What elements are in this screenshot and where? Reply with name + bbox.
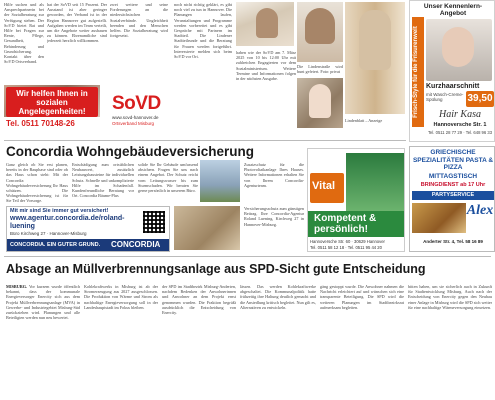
- hair-ad-side-text: Frisch-Style für die Frisurenwelt: [413, 26, 419, 118]
- concordia-headline: Concordia Wohngebäudeversicherung: [6, 144, 255, 159]
- concordia-photo-2: [174, 206, 240, 250]
- sovd-website[interactable]: www.sovd-hannover.de: [112, 115, 159, 120]
- sovd-ad[interactable]: [4, 85, 172, 130]
- vital-logo: Vital: [312, 180, 336, 192]
- divider-bottom: [4, 256, 491, 257]
- bottom-col1-body: Vor kurzem wurde öffentlich bekannt, dass der kommunale Energieversorger Enercity sich aus dem Projekt Müllverbrennungsanlage (MVA) in Gewerbe- und Industriegebiet Misburg-Süd zurückziehen wird. Planungen und alle Beteiligten werden nun neu bewertet.: [6, 284, 80, 321]
- hair-ad-offer: Unser Kennenlern-Angebot: [423, 3, 483, 17]
- concordia-agency-ad[interactable]: [6, 206, 170, 252]
- greek-restaurant-ad[interactable]: [409, 146, 495, 252]
- linden-photo-right-figure: [305, 8, 335, 44]
- linden-photo-right: [297, 2, 343, 62]
- concordia-slogan: CONCORDIA. EIN GUTER GRUND.: [10, 242, 101, 248]
- hair-ad-photo-face: [442, 27, 474, 67]
- wood-photo: [345, 2, 405, 114]
- sovd-logo: SoVD: [112, 93, 161, 114]
- greek-ad-party: PARTYSERVICE: [431, 192, 475, 198]
- hair-ad-address: Hannoversche Str. 1: [433, 122, 487, 128]
- sovd-org: Ortsverband Misburg: [112, 121, 155, 126]
- top-col5-text: haben wie der SoVD am 7. März 2025 von 10 bis 12:00 Uhr mit zahlreichen Engagierten vor dem Sozialministerium. Weitere Termine und Informationen folgen in der nächsten Ausgabe.: [236, 50, 296, 82]
- top-caption-2: Lindenblatt – Anzeige: [345, 118, 383, 123]
- vital-phone[interactable]: Tel. 0511 58 12 18 · Tel. 0511 95 44 20: [310, 245, 382, 250]
- top-col4-text: noch nicht richtig geklärt, es gibt noch viel zu tun in Hannover. Die Planungen laufen, Veranstaltungen und Programme werden vorbereitet und es gibt Gespräche mit Partnern im Stadtteil. Die Lindener Stadtteilrunde und die Beratung für Frauen werden fortgeführt. Interessierte melden sich beim SoVD vor Ort.: [174, 2, 232, 60]
- top-col2-text: hat der SoVD seit 15 Prozent. Der Ausstand ist aber geringer geworden, der Verband ist in der Region Hannover gut aufgestellt. Aufgaben werden im Team verteilt, um die Angebote weiter ausbauen zu können. Ehrenamtliche sind jederzeit herzlich willkommen.: [47, 2, 107, 44]
- hair-ad-photo: [426, 19, 492, 81]
- bottom-col2: Kohlekraftwerks in Misburg ist ab der Stromerzeugung aus 2027 ausgeschlossen. Die Produktion von Wärme und Strom als nachhaltige Energieversorgung soll in der Landeshauptstadt im Fokus bleiben.: [84, 284, 158, 310]
- hair-ad-phone[interactable]: Tel. 0511 28 77 29 · Tel. 648 96 33: [427, 130, 493, 135]
- greek-ad-brunch: BRINGDIENST ab 17 Uhr: [420, 182, 486, 188]
- top-caption-1: Die Lindenstraße wird bunt gefeiert. Foto: privat: [297, 64, 343, 75]
- vital-ad[interactable]: [307, 148, 405, 252]
- concordia-qr-icon[interactable]: [143, 211, 165, 233]
- top-col3-text: zwei weitere und seine Forderungen an die niedersächsischen Sozialverbände. Ungleichheit beenden und den Menschen helfen. Die Sozialberatung wird fortgesetzt.: [110, 2, 168, 39]
- concordia-agency-slogan: Mit mir sind Sie immer gut versichert!: [10, 208, 109, 214]
- concordia-house-photo: [200, 160, 240, 202]
- vital-photo: [346, 153, 404, 211]
- hair-ad-brand: Hair Kasa: [439, 109, 481, 120]
- concordia-agency-addr: Büro Kirchweg 27 · Hannover-Misburg: [10, 231, 87, 236]
- concordia-col2: Entschädigung zum ortsüblichen Neubauwert, zusätzlich Leistungsbausteine für individuellen Schutz. Schnelle und unkomplizierte Hilfe im Schadenfall. Kundenfreundliche Beratung vor Ort. Concordia Bäume-Plus: [72, 162, 134, 199]
- bottom-col4: lässen. Das werden Kohlekraftwerke abgeschaltet. Die Kommunalpolitik hatte frühzeitig ihre Haltung deutlich gemacht und die Ansiedlung kritisch begleitet. Nun gilt es, Alternativen zu entwickeln.: [240, 284, 316, 310]
- vital-slogan-1: Kompetent &: [314, 213, 377, 224]
- concordia-col1: Ganz gleich ob Sie erst planen, bereits in der Bauphase sind oder ob das Haus schon steht: Mit der Concordia Wohngebäudeversicherung Ihr Haus schützen. Die Wohngebäudeversicherung ist für Sie Teil der Vorsorge.: [6, 162, 68, 204]
- linden-photo-mid-figure: [309, 84, 331, 118]
- greek-ad-logo: Alex: [466, 203, 494, 218]
- hair-ad-cut-sub: mit Wasch-Creme-Spülung: [426, 92, 464, 102]
- concordia-col4: Zusatzschutz für die Photovoltaikanlage Ihres Hauses. Weitere Informationen erhalten Sie von Ihrem Concordia-Agenturteam.: [244, 162, 304, 188]
- concordia-col5: Versicherungsschutz zum günstigen Beitrag. Ihre Concordia-Agentur Roland Luening, Kirchweg 27 in Hannover-Misburg.: [244, 206, 304, 227]
- sovd-ad-headline: Wir helfen Ihnen in sozialen Angelegenheiten!: [16, 89, 88, 116]
- greek-ad-lunch: MITTAGSTISCH: [428, 173, 478, 180]
- linden-photo-top: [236, 2, 294, 46]
- vital-address: Hannoversche Str. 60 · 30629 Hannover: [310, 239, 385, 244]
- hair-shop-ad[interactable]: [409, 0, 495, 142]
- bottom-headline: Absage an Müllverbrennungsanlage aus SPD-Sicht gute Entscheidung: [6, 262, 426, 276]
- bottom-col6: bitten haben, um sie sicherlich auch in Zukunft für Stadtentwicklung Misburg. Auch nach der Entscheidung von Enercity gegen den Neubau einer Anlage in Misburg wird die SPD sich weiter für eine nachhaltige Wärmeversorgung einsetzen.: [408, 284, 492, 310]
- hair-ad-cut-label: Kurzhaarschnitt: [426, 83, 480, 90]
- greek-ad-address[interactable]: Anderter Str. 4, Tel. 58 16 89: [423, 239, 483, 244]
- greek-ad-title: GRIECHISCHE SPEZIALITÄTEN PASTA & PIZZA: [412, 149, 494, 171]
- divider-concordia: [4, 140, 406, 141]
- bottom-lead: MISBURG.: [6, 284, 28, 289]
- linden-photo-figure: [256, 8, 278, 38]
- bottom-col3: der SPD im Stadtbezirk Misburg-Anderten, nachdem Bedenken der Anwohnerinnen und Anwohner an dem Projekt ernst genommen wurden. Die Fraktion begrüßt ausdrücklich die Entscheidung von Enercity.: [162, 284, 236, 316]
- hair-ad-price: 39,50: [467, 93, 493, 104]
- linden-photo-mid: [297, 78, 343, 128]
- vital-slogan-2: persönlich!: [314, 224, 368, 235]
- wood-photo-figure: [359, 10, 391, 70]
- concordia-agency-web[interactable]: www.agentur.concordia.de/roland-luening: [10, 215, 125, 230]
- top-col1-text: Hilfe suchen und als Ansprechpartnerin bei der Sozialberatung zur Verfügung stehen. Der SoVD bietet Rat und Hilfe bei Fragen zur Rente, Pflege, Gesundheit, Behinderung und Grundsicherung. Kontakt über den SoVD Ortsverband.: [4, 2, 44, 65]
- concordia-logo: CONCORDIA: [111, 240, 161, 249]
- sovd-ad-phone[interactable]: Tel. 0511 70148-26: [6, 119, 75, 128]
- greek-ad-photo: [412, 203, 466, 233]
- bottom-col5: gäng gestoppt wurde. Die Anwohner nahmen die Nachricht erleichtert auf und wünschen sich eine transparente Beteiligung. Die SPD wird die weiteren Planungen im Stadtbezirksrat aufmerksam begleiten.: [320, 284, 404, 310]
- concordia-col3: solide Sie Ihr Gebäude umfassend absichern. Fragen Sie uns nach einem Angebot. Der Schutz reicht vom Leitungswasser bis zum Sturmschaden. Wir beraten Sie gerne persönlich in unserem Büro.: [138, 162, 198, 194]
- bottom-col1: [6, 284, 80, 398]
